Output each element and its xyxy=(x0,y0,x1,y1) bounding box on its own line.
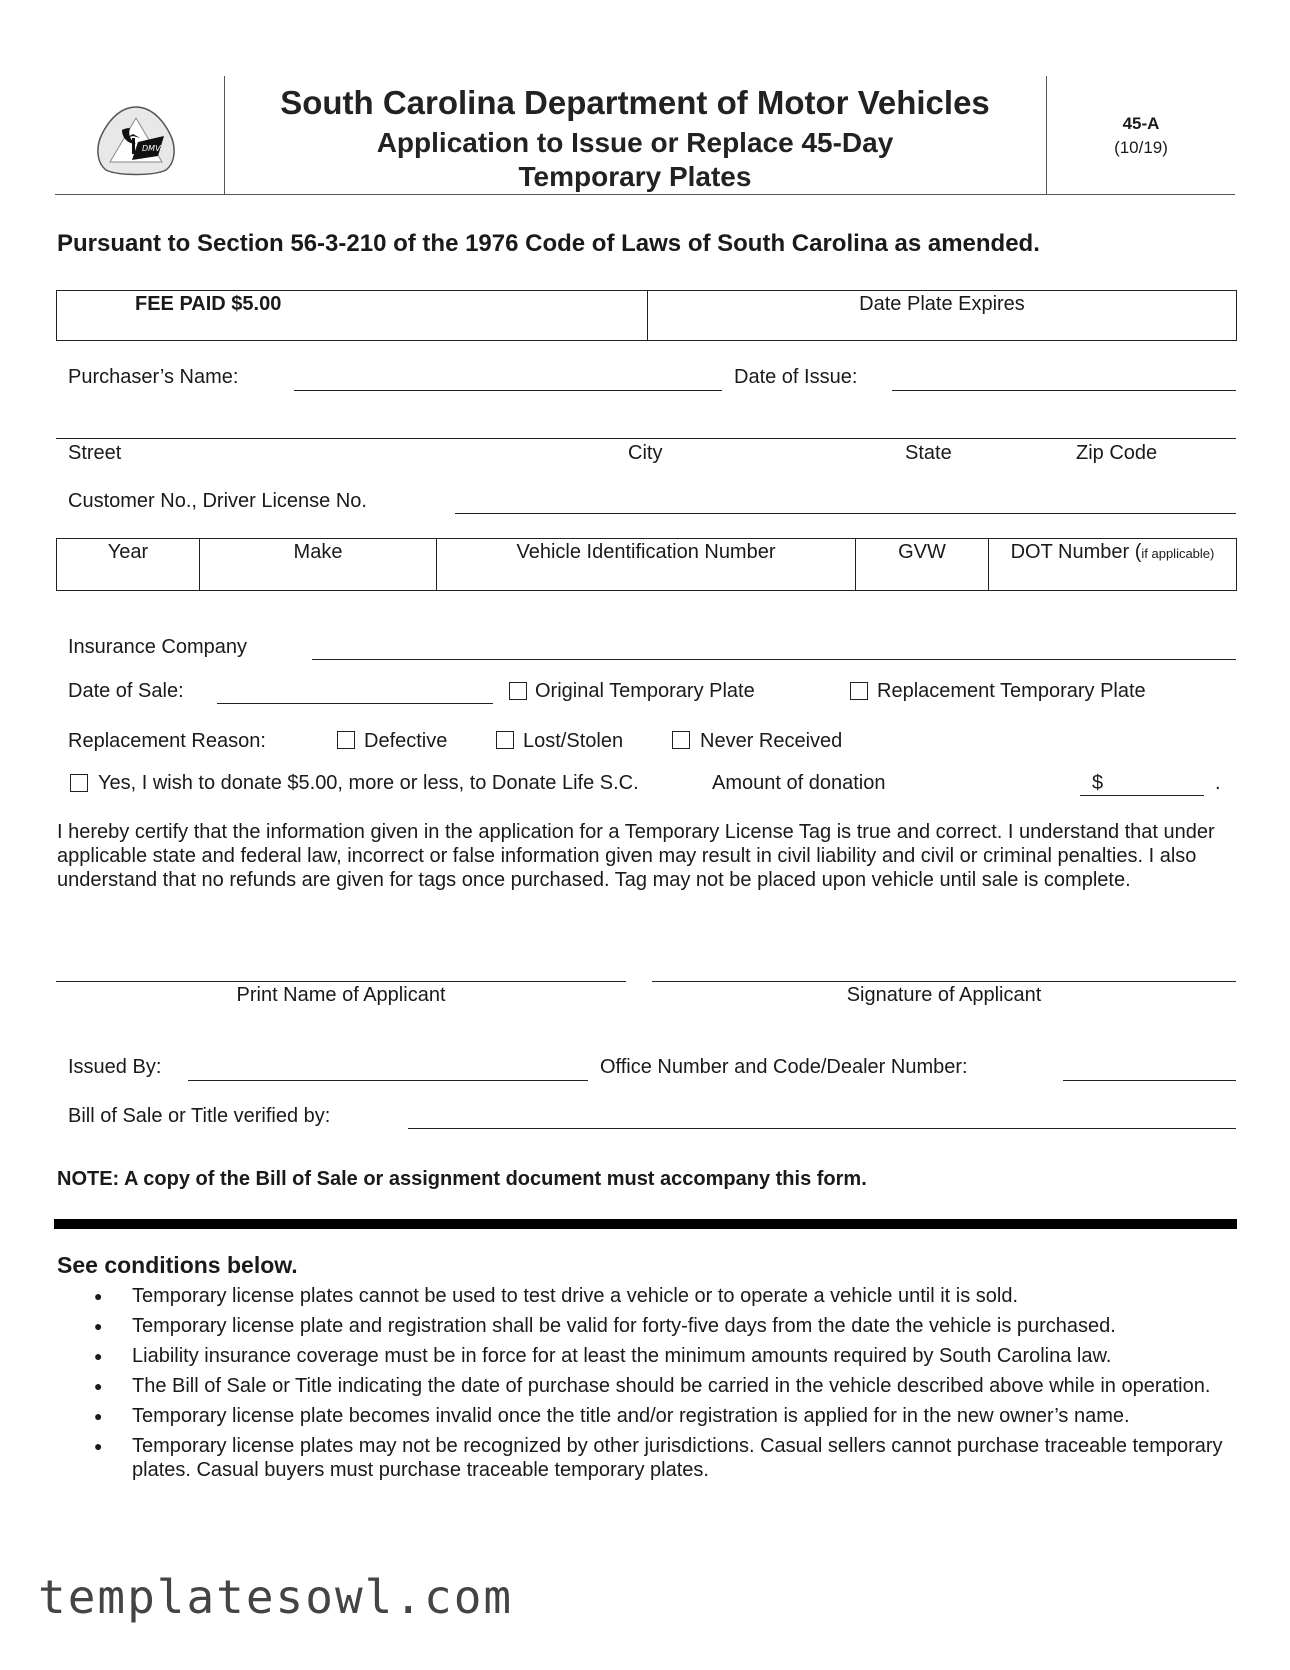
condition-item: ● The Bill of Sale or Title indicating the date of purchase should be carried in the vehicle described above while in operation. xyxy=(57,1374,1247,1398)
insurance-company-field[interactable] xyxy=(312,659,1236,660)
condition-item: ● Temporary license plates cannot be used to test drive a vehicle or to operate a vehicle until it is sold. xyxy=(57,1284,1247,1308)
dot-number-label xyxy=(1011,541,1215,564)
form-revision-date: (10/19) xyxy=(1114,138,1168,157)
street-label: Street xyxy=(68,442,122,464)
condition-item: ● Temporary license plate becomes invalid once the title and/or registration is applied for in the new owner’s name. xyxy=(57,1404,1247,1428)
purchaser-name-label: Purchaser’s Name: xyxy=(68,366,239,388)
insurance-company-label: Insurance Company xyxy=(68,636,247,658)
original-plate-checkbox[interactable] xyxy=(509,682,527,700)
original-plate-label: Original Temporary Plate xyxy=(535,680,755,702)
signature-label: Signature of Applicant xyxy=(846,984,1042,1006)
form-number: 45-A xyxy=(1122,114,1160,133)
print-name-label: Print Name of Applicant xyxy=(236,984,446,1006)
date-of-sale-field[interactable] xyxy=(217,703,493,704)
city-label: City xyxy=(628,442,663,464)
customer-number-field[interactable] xyxy=(455,513,1236,514)
never-received-label: Never Received xyxy=(700,730,843,752)
year-cell[interactable] xyxy=(57,539,200,591)
certification-text: I hereby certify that the information given in the application for a Temporary License Tag is true and correct. I understand that under applicable state and federal law, incorrect or false information given may result in civil liability and civil or criminal penalties. I also understand that no refunds are given for tags once purchased. Tag may not be placed upon vehicle until sale is complete. xyxy=(57,821,1215,891)
date-plate-expires-label: Date Plate Expires xyxy=(859,293,1025,315)
section-divider xyxy=(54,1219,1237,1229)
customer-number-label: Customer No., Driver License No. xyxy=(68,490,367,512)
condition-item: ● Temporary license plates may not be recognized by other jurisdictions. Casual sellers cannot purchase traceable temporary plates. Casual buyers must purchase traceable temporary plates. xyxy=(57,1434,1247,1482)
office-number-field[interactable] xyxy=(1063,1080,1236,1081)
print-name-field[interactable] xyxy=(56,981,626,982)
vin-cell[interactable] xyxy=(437,539,856,591)
purchaser-name-field[interactable] xyxy=(294,390,722,391)
scdmv-logo xyxy=(92,104,180,176)
date-of-issue-label: Date of Issue: xyxy=(734,366,858,388)
note-text: NOTE: A copy of the Bill of Sale or assignment document must accompany this form. xyxy=(57,1168,867,1190)
donation-period: . xyxy=(1215,772,1221,794)
fee-box xyxy=(56,290,1237,341)
zip-code-label: Zip Code xyxy=(1076,442,1158,464)
replacement-reason-label: Replacement Reason: xyxy=(68,730,266,752)
condition-item: ● Liability insurance coverage must be in force for at least the minimum amounts required by South Carolina law. xyxy=(57,1344,1247,1368)
watermark: templatesowl.com xyxy=(38,1570,514,1624)
fee-paid-label: FEE PAID $5.00 xyxy=(135,293,282,315)
agency-title: South Carolina Department of Motor Vehicles xyxy=(280,84,990,121)
amount-of-donation-label: Amount of donation xyxy=(712,772,886,794)
date-of-issue-field[interactable] xyxy=(892,390,1236,391)
donate-checkbox[interactable] xyxy=(70,774,88,792)
gvw-label: GVW xyxy=(898,541,946,563)
pursuant-statement: Pursuant to Section 56-3-210 of the 1976 Code of Laws of South Carolina as amended. xyxy=(57,230,1040,257)
conditions-heading: See conditions below. xyxy=(57,1252,298,1278)
header-divider xyxy=(55,194,1235,195)
donate-label: Yes, I wish to donate $5.00, more or less, to Donate Life S.C. xyxy=(98,772,639,794)
never-received-checkbox[interactable] xyxy=(672,731,690,749)
vin-label: Vehicle Identification Number xyxy=(516,541,776,563)
issued-by-field[interactable] xyxy=(188,1080,588,1081)
svg-text:DMV: DMV xyxy=(142,144,161,153)
condition-item: ● Temporary license plate and registration shall be valid for forty-five days from the date the vehicle is purchased. xyxy=(57,1314,1247,1338)
fee-paid-cell[interactable] xyxy=(57,291,648,341)
signature-field[interactable] xyxy=(652,981,1236,982)
form-title xyxy=(224,126,1046,194)
dot-number-text: DOT Number ( xyxy=(1010,541,1142,563)
bill-of-sale-label: Bill of Sale or Title verified by: xyxy=(68,1105,331,1127)
replacement-plate-label: Replacement Temporary Plate xyxy=(877,680,1146,702)
lost-stolen-checkbox[interactable] xyxy=(496,731,514,749)
bill-of-sale-field[interactable] xyxy=(408,1128,1236,1129)
office-number-label: Office Number and Code/Dealer Number: xyxy=(600,1056,968,1078)
make-label: Make xyxy=(293,541,343,563)
dot-if-applicable: if applicable) xyxy=(1141,546,1215,561)
form-title-line2: Temporary Plates xyxy=(518,161,752,192)
defective-label: Defective xyxy=(364,730,448,752)
make-cell[interactable] xyxy=(200,539,437,591)
state-label: State xyxy=(905,442,952,464)
conditions-list xyxy=(57,1284,1247,1488)
dollar-sign: $ xyxy=(1092,772,1104,794)
lost-stolen-label: Lost/Stolen xyxy=(523,730,624,752)
year-label: Year xyxy=(107,541,149,563)
vehicle-table xyxy=(56,538,1237,591)
dot-number-cell[interactable] xyxy=(989,539,1237,591)
form-title-line1: Application to Issue or Replace 45-Day xyxy=(376,127,894,158)
gvw-cell[interactable] xyxy=(856,539,989,591)
date-of-sale-label: Date of Sale: xyxy=(68,680,184,702)
defective-checkbox[interactable] xyxy=(337,731,355,749)
issued-by-label: Issued By: xyxy=(68,1056,162,1078)
address-field[interactable] xyxy=(56,438,1236,439)
replacement-plate-checkbox[interactable] xyxy=(850,682,868,700)
date-plate-expires-cell[interactable] xyxy=(648,291,1237,341)
donation-amount-field[interactable] xyxy=(1080,795,1204,796)
